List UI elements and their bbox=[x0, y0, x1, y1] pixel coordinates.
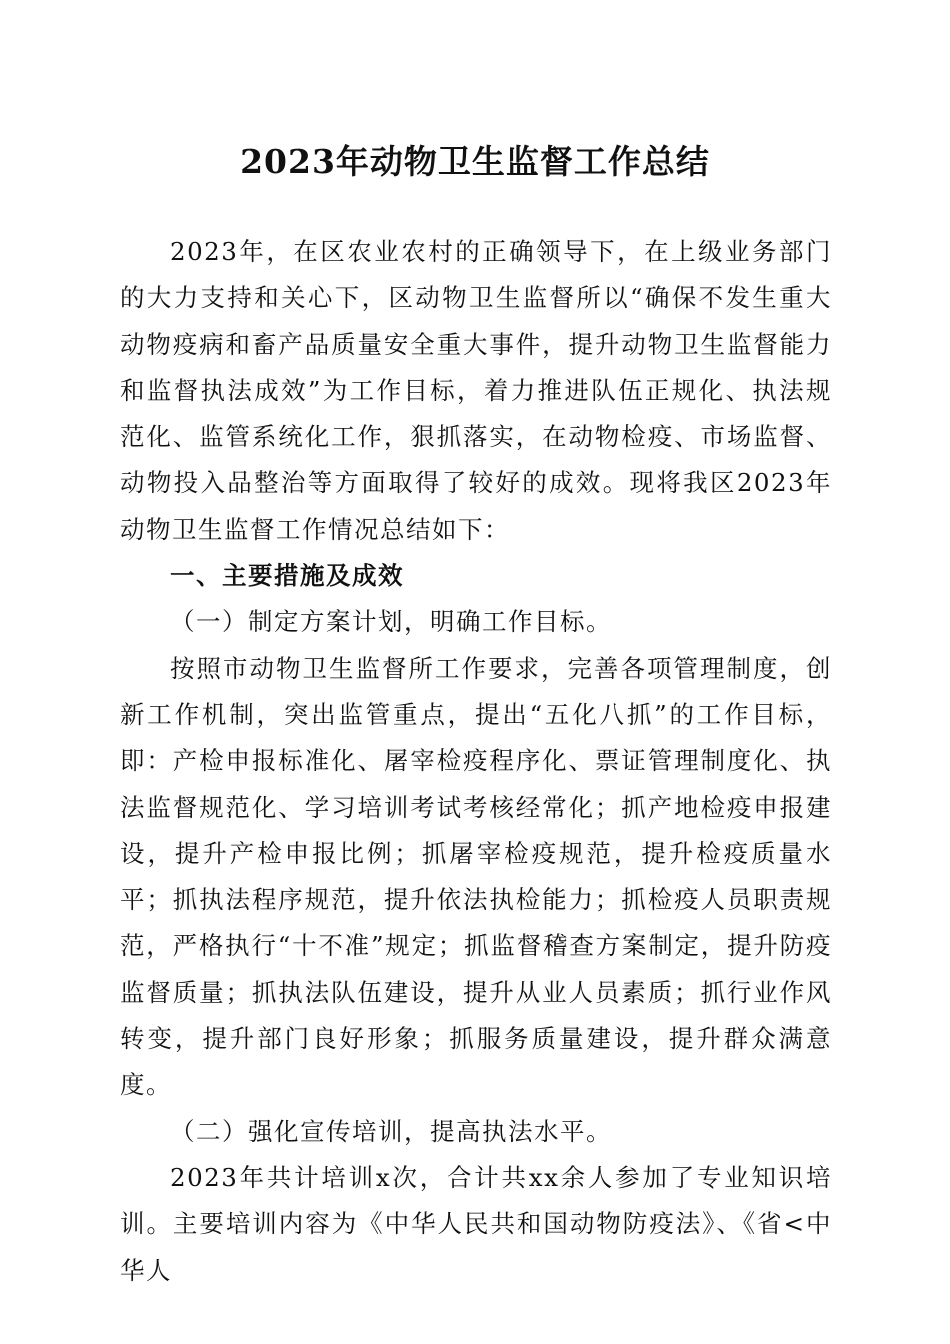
subsection-paragraph-2: 2023年共计培训x次，合计共xx余人参加了专业知识培训。主要培训内容为《中华人民共和国动物防疫法》、《省<中华人 bbox=[120, 1162, 832, 1285]
section-heading-1: 一、主要措施及成效 bbox=[170, 561, 404, 591]
subsection-heading-1: （一）制定方案计划，明确工作目标。 bbox=[170, 607, 612, 637]
intro-paragraph: 2023年，在区农业农村的正确领导下，在上级业务部门的大力支持和关心下，区动物卫生监督所以“确保不发生重大动物疫病和畜产品质量安全重大事件，提升动物卫生监督能力和监督执法成效”为工作目标，着力推进队伍正规化、执法规范化、监管系统化工作，狠抓落实，在动物检疫、市场监督、动物投入品整治等方面取得了较好的成效。现将我区2023年动物卫生监督工作情况总结如下： bbox=[120, 237, 832, 544]
document-body bbox=[120, 229, 832, 1294]
subsection-heading-2: （二）强化宣传培训，提高执法水平。 bbox=[170, 1116, 612, 1146]
subsection-paragraph-1: 按照市动物卫生监督所工作要求，完善各项管理制度，创新工作机制，突出监管重点，提出“五化八抓”的工作目标，即：产检申报标准化、屠宰检疫程序化、票证管理制度化、执法监督规范化、学习培训考试考核经常化；抓产地检疫申报建设，提升产检申报比例；抓屠宰检疫规范，提升检疫质量水平；抓执法程序规范，提升依法执检能力；抓检疫人员职责规范，严格执行“十不准”规定；抓监督稽查方案制定，提升防疫监督质量；抓执法队伍建设，提升从业人员素质；抓行业作风转变，提升部门良好形象；抓服务质量建设，提升群众满意度。 bbox=[120, 653, 832, 1100]
document-title: 2023年动物卫生监督工作总结 bbox=[240, 142, 710, 181]
